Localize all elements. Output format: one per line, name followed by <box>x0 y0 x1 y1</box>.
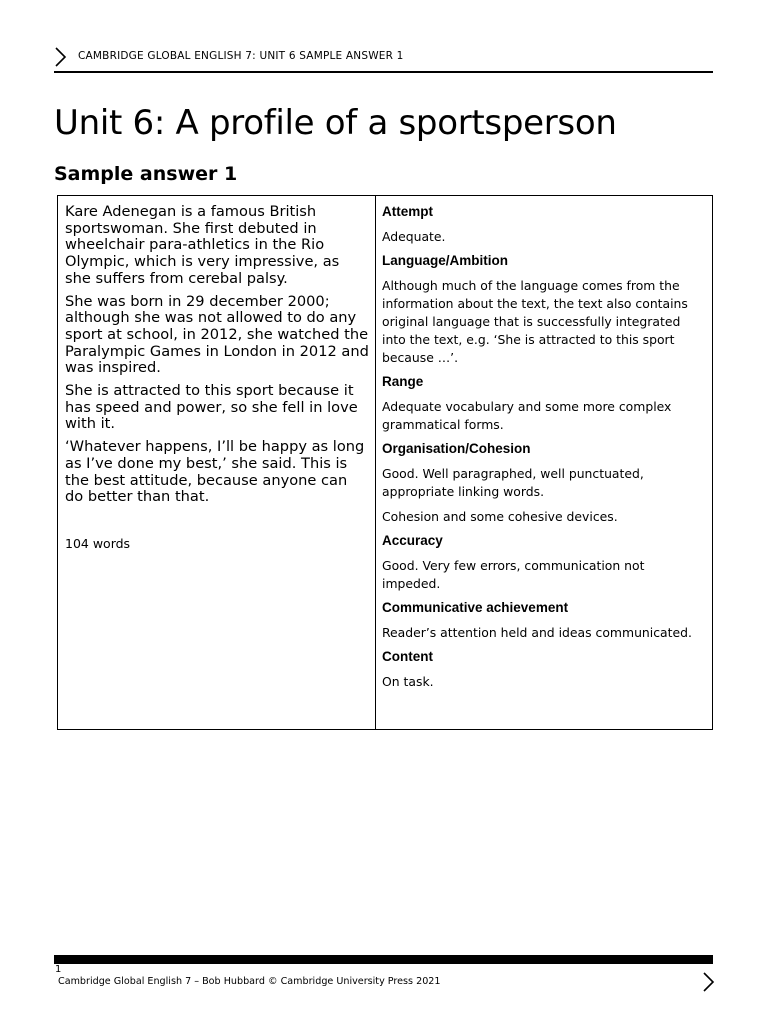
criterion-comment: Reader’s attention held and ideas communicated. <box>382 625 692 640</box>
essay-paragraph: She was born in 29 december 2000; although she was not allowed to do any sport at school, in 2012, she watched the Paralympic Games in London in 2012 and was inspired. <box>65 292 369 377</box>
essay-paragraph: ‘Whatever happens, I’ll be happy as long as I’ve done my best,’ she said. This is the best attitude, because anyone can do better than that. <box>65 438 365 506</box>
criterion-heading: Organisation/Cohesion <box>382 441 531 456</box>
essay-column <box>58 196 376 729</box>
criterion-heading: Content <box>382 649 433 664</box>
chevron-right-icon[interactable] <box>702 971 716 993</box>
essay-paragraph: She is attracted to this sport because it has speed and power, so she fell in love with it. <box>65 382 358 433</box>
header-divider <box>54 71 713 73</box>
criterion-heading: Language/Ambition <box>382 253 508 268</box>
chevron-right-icon <box>54 46 68 68</box>
page-subtitle: Sample answer 1 <box>54 163 238 185</box>
criterion-comment: Good. Very few errors, communication not impeded. <box>382 558 645 591</box>
essay-text <box>65 204 369 506</box>
running-header <box>54 46 713 72</box>
essay-paragraph: Kare Adenegan is a famous British sportswoman. She first debuted in wheelchair para-athletics in the Rio Olympic, which is very impressive, as she suffers from cerebal palsy. <box>65 203 340 287</box>
page-title: Unit 6: A profile of a sportsperson <box>54 103 617 143</box>
criterion-heading: Communicative achievement <box>382 600 569 615</box>
criterion-heading: Attempt <box>382 204 433 219</box>
assessment-column <box>376 196 712 729</box>
page-number: 1 <box>55 964 62 975</box>
criterion-comment: Adequate. <box>382 229 446 244</box>
criterion-comment: Cohesion and some cohesive devices. <box>382 509 618 524</box>
criterion-heading: Range <box>382 374 424 389</box>
criterion-comment: Adequate vocabulary and some more complex grammatical forms. <box>382 399 672 432</box>
criterion-comment: Good. Well paragraphed, well punctuated, appropriate linking words. <box>382 466 644 499</box>
footer-copyright: Cambridge Global English 7 – Bob Hubbard © Cambridge University Press 2021 <box>58 976 441 987</box>
footer-bar <box>54 955 713 964</box>
criterion-comment: On task. <box>382 674 434 689</box>
word-count: 104 words <box>65 535 131 551</box>
answer-table <box>57 195 713 730</box>
criterion-heading: Accuracy <box>382 533 443 548</box>
running-title: CAMBRIDGE GLOBAL ENGLISH 7: UNIT 6 SAMPLE ANSWER 1 <box>78 50 404 62</box>
criterion-comment: Although much of the language comes from the information about the text, the text also contains original language that is successfully integrated into the text, e.g. ‘She is attracted to this sport because …’. <box>382 278 688 365</box>
